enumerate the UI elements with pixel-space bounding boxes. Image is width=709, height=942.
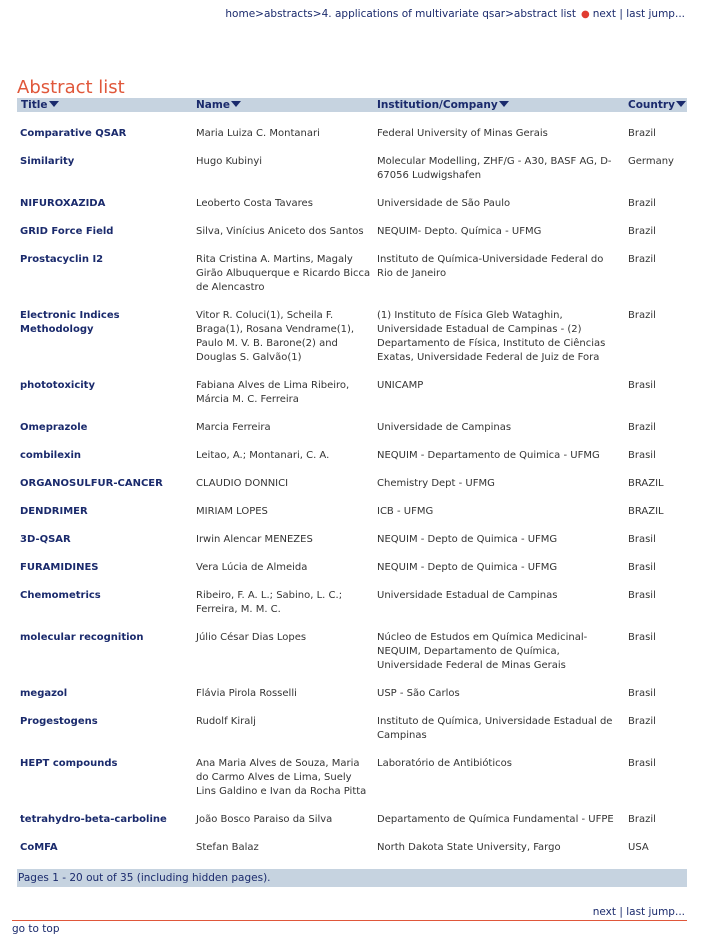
row-name: Vitor R. Coluci(1), Scheila F. Braga(1), Rosana Vendrame(1), Paulo M. V. B. Barone(2) and Douglas S. Galvão(1) [196, 310, 355, 363]
table-row [17, 561, 687, 575]
abstract-table [17, 98, 687, 869]
column-header-title[interactable]: Title [17, 98, 192, 112]
go-to-top-link[interactable]: go to top [12, 923, 60, 935]
bullet-icon: ● [581, 9, 590, 20]
sort-down-icon [49, 101, 59, 107]
table-row [17, 421, 687, 435]
table-row [17, 631, 687, 673]
row-country: Brasil [628, 590, 656, 601]
row-name: João Bosco Paraiso da Silva [196, 814, 333, 825]
row-title-link[interactable]: Comparative QSAR [20, 128, 127, 139]
table-header [17, 98, 687, 112]
row-country: Brazil [628, 716, 656, 727]
row-institution: Chemistry Dept - UFMG [377, 478, 495, 489]
last-jump-link-bottom[interactable]: last jump... [626, 906, 685, 918]
row-title-link[interactable]: Omeprazole [20, 422, 88, 433]
row-country: Brazil [628, 254, 656, 265]
row-title-link[interactable]: tetrahydro-beta-carboline [20, 814, 167, 825]
table-row [17, 127, 687, 141]
row-institution: Universidade de Campinas [377, 422, 512, 433]
row-name: Leitao, A.; Montanari, C. A. [196, 450, 330, 461]
table-row [17, 197, 687, 211]
row-name: CLAUDIO DONNICI [196, 478, 289, 489]
row-country: Brazil [628, 310, 656, 321]
row-country: Brasil [628, 534, 656, 545]
breadcrumb-abstracts-link[interactable]: abstracts [263, 8, 313, 20]
sort-down-icon [676, 101, 686, 107]
table-row [17, 253, 687, 295]
next-link-bottom[interactable]: next [592, 906, 617, 918]
breadcrumb: home>abstracts>4. applications of multivariate qsar>abstract list ● next | last jump... [225, 8, 685, 20]
table-row [17, 449, 687, 463]
row-title-link[interactable]: Progestogens [20, 716, 98, 727]
row-title-link[interactable]: phototoxicity [20, 380, 95, 391]
row-institution: Universidade de São Paulo [377, 198, 511, 209]
column-header-institution[interactable]: Institution/Company [373, 98, 624, 112]
row-name: Marcia Ferreira [196, 422, 271, 433]
row-title-link[interactable]: molecular recognition [20, 632, 144, 643]
row-country: Brazil [628, 422, 656, 433]
last-jump-link[interactable]: last jump... [626, 8, 685, 20]
sort-down-icon [499, 101, 509, 107]
divider [12, 920, 687, 921]
row-name: Rudolf Kiralj [196, 716, 256, 727]
row-institution: Instituto de Química, Universidade Estadual de Campinas [377, 716, 613, 741]
row-country: BRAZIL [628, 506, 664, 517]
table-row [17, 841, 687, 855]
row-title-link[interactable]: DENDRIMER [20, 506, 88, 517]
row-country: Brazil [628, 128, 656, 139]
row-institution: Núcleo de Estudos em Química Medicinal-NEQUIM, Departamento de Química, Universidade Federal de Minas Gerais [377, 632, 588, 671]
row-country: Brasil [628, 688, 656, 699]
page-title: Abstract list [17, 77, 125, 98]
row-name: Irwin Alencar MENEZES [196, 534, 313, 545]
table-row [17, 155, 687, 183]
row-institution: NEQUIM - Departamento de Quimica - UFMG [377, 450, 600, 461]
breadcrumb-home-link[interactable]: home [225, 8, 256, 20]
table-row [17, 379, 687, 407]
table-row [17, 589, 687, 617]
row-institution: ICB - UFMG [377, 506, 434, 517]
row-country: USA [628, 842, 649, 853]
row-title-link[interactable]: CoMFA [20, 842, 58, 853]
row-title-link[interactable]: GRID Force Field [20, 226, 114, 237]
row-name: Stefan Balaz [196, 842, 259, 853]
table-row [17, 687, 687, 701]
column-header-name[interactable]: Name [192, 98, 373, 112]
row-title-link[interactable]: combilexin [20, 450, 82, 461]
row-title-link[interactable]: Electronic Indices Methodology [20, 310, 120, 335]
table-row [17, 813, 687, 827]
row-institution: Departamento de Química Fundamental - UFPE [377, 814, 614, 825]
breadcrumb-current: abstract list [513, 8, 577, 20]
pagination-bar [17, 869, 687, 887]
row-institution: USP - São Carlos [377, 688, 460, 699]
row-name: Maria Luiza C. Montanari [196, 128, 320, 139]
table-row [17, 715, 687, 743]
row-institution: NEQUIM - Depto de Quimica - UFMG [377, 534, 558, 545]
row-country: Brazil [628, 198, 656, 209]
row-institution: Universidade Estadual de Campinas [377, 590, 558, 601]
next-link[interactable]: next [592, 8, 617, 20]
row-country: BRAZIL [628, 478, 664, 489]
table-row [17, 757, 687, 799]
row-title-link[interactable]: 3D-QSAR [20, 534, 71, 545]
breadcrumb-section-link[interactable]: 4. applications of multivariate qsar [321, 8, 506, 20]
pagination-text: Pages 1 - 20 out of 35 (including hidden pages). [18, 872, 271, 884]
row-name: Vera Lúcia de Almeida [196, 562, 308, 573]
row-title-link[interactable]: FURAMIDINES [20, 562, 99, 573]
row-name: Hugo Kubinyi [196, 156, 263, 167]
row-name: Júlio César Dias Lopes [196, 632, 307, 643]
table-row [17, 309, 687, 365]
row-title-link[interactable]: NIFUROXAZIDA [20, 198, 106, 209]
row-institution: UNICAMP [377, 380, 424, 391]
row-institution: Laboratório de Antibióticos [377, 758, 512, 769]
row-country: Brasil [628, 380, 656, 391]
row-institution: Instituto de Química-Universidade Federal do Rio de Janeiro [377, 254, 604, 279]
row-country: Brasil [628, 450, 656, 461]
table-row [17, 533, 687, 547]
table-row [17, 477, 687, 491]
row-country: Brazil [628, 226, 656, 237]
row-country: Brasil [628, 562, 656, 573]
row-title-link[interactable]: megazol [20, 688, 68, 699]
row-name: Leoberto Costa Tavares [196, 198, 313, 209]
row-institution: Molecular Modelling, ZHF/G - A30, BASF AG, D-67056 Ludwigshafen [377, 156, 612, 181]
row-country: Brasil [628, 632, 656, 643]
row-institution: (1) Instituto de Física Gleb Wataghin, Universidade Estadual de Campinas - (2) Departamento de Física, Instituto de Ciências Exatas, Universidade Federal de Juiz de Fora [377, 310, 606, 363]
row-name: MIRIAM LOPES [196, 506, 268, 517]
row-name: Flávia Pirola Rosselli [196, 688, 297, 699]
row-name: Fabiana Alves de Lima Ribeiro, Márcia M. C. Ferreira [196, 380, 350, 405]
column-header-country[interactable]: Country [624, 98, 687, 112]
row-title-link[interactable]: Prostacyclin I2 [20, 254, 104, 265]
bottom-nav: next | last jump... [592, 906, 685, 918]
table-row [17, 225, 687, 239]
row-title-link[interactable]: Similarity [20, 156, 75, 167]
row-title-link[interactable]: Chemometrics [20, 590, 101, 601]
table-row [17, 505, 687, 519]
row-institution: Federal University of Minas Gerais [377, 128, 548, 139]
row-name: Ana Maria Alves de Souza, Maria do Carmo Alves de Lima, Suely Lins Galdino e Ivan da Rocha Pitta [196, 758, 367, 797]
row-institution: NEQUIM - Depto de Quimica - UFMG [377, 562, 558, 573]
row-country: Brasil [628, 758, 656, 769]
row-name: Rita Cristina A. Martins, Magaly Girão Albuquerque e Ricardo Bicca de Alencastro [196, 254, 371, 293]
row-country: Germany [628, 156, 674, 167]
row-name: Silva, Vinícius Aniceto dos Santos [196, 226, 364, 237]
sort-down-icon [231, 101, 241, 107]
row-title-link[interactable]: ORGANOSULFUR-CANCER [20, 478, 163, 489]
row-country: Brazil [628, 814, 656, 825]
row-institution: North Dakota State University, Fargo [377, 842, 561, 853]
row-institution: NEQUIM- Depto. Química - UFMG [377, 226, 542, 237]
row-title-link[interactable]: HEPT compounds [20, 758, 118, 769]
row-name: Ribeiro, F. A. L.; Sabino, L. C.; Ferreira, M. M. C. [196, 590, 343, 615]
